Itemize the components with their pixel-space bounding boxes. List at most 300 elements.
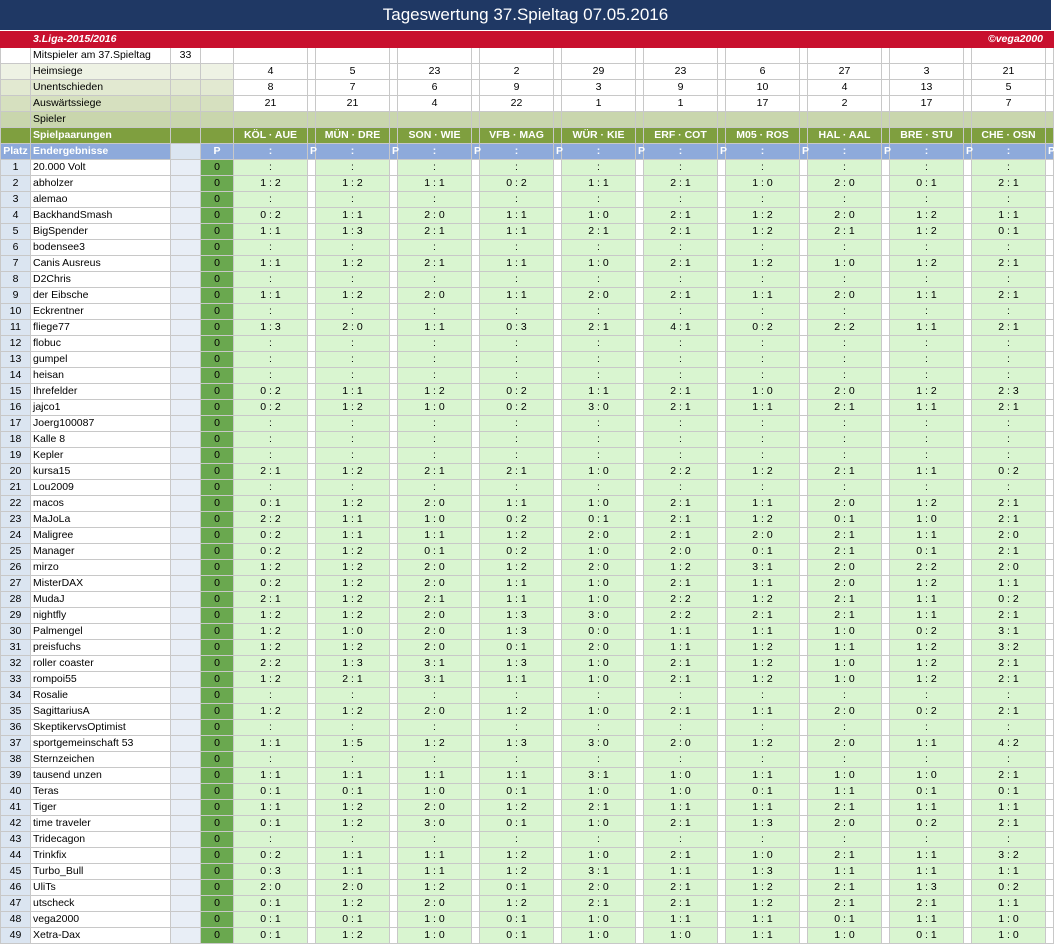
label-fill <box>201 64 234 80</box>
player-tip: 2 : 0 <box>972 560 1046 576</box>
player-row <box>1 400 1054 416</box>
spieler-row <box>1 112 1054 128</box>
tip-points <box>964 864 972 880</box>
tip-points <box>800 544 808 560</box>
match-pair: HAL · AAL <box>808 128 882 144</box>
tip-points <box>800 768 808 784</box>
tip-points <box>718 656 726 672</box>
tip-points <box>472 224 480 240</box>
tip-points <box>636 672 644 688</box>
copyright-label: ©vega2000 <box>964 32 1046 48</box>
player-rank: 8 <box>1 272 31 288</box>
tip-points <box>308 816 316 832</box>
blank-cell <box>636 64 644 80</box>
tip-points <box>472 928 480 944</box>
player-tip: : <box>562 752 636 768</box>
blank-cell <box>554 64 562 80</box>
player-tip: 1 : 1 <box>890 288 964 304</box>
stat-value-away: 21 <box>316 96 390 112</box>
player-tip: 2 : 0 <box>398 704 472 720</box>
player-tip: : <box>726 192 800 208</box>
player-tip: : <box>562 304 636 320</box>
player-tip: : <box>726 160 800 176</box>
points-header: P <box>390 144 398 160</box>
tip-points <box>472 864 480 880</box>
tip-points <box>472 608 480 624</box>
player-tip: : <box>316 192 390 208</box>
label-fill <box>171 80 201 96</box>
tip-points <box>308 432 316 448</box>
player-tip: 1 : 0 <box>562 592 636 608</box>
player-tip: 1 : 1 <box>398 528 472 544</box>
player-tip: : <box>644 192 718 208</box>
player-tip: : <box>644 480 718 496</box>
mitspieler-label: Mitspieler am 37.Spieltag <box>31 48 171 64</box>
tip-points <box>308 160 316 176</box>
player-tip: : <box>480 688 554 704</box>
player-tip: 2 : 1 <box>398 464 472 480</box>
player-tip: 1 : 1 <box>234 800 308 816</box>
tip-points <box>800 240 808 256</box>
blank-cell <box>718 96 726 112</box>
player-points: 0 <box>201 416 234 432</box>
tip-points <box>554 720 562 736</box>
player-tip: 1 : 0 <box>562 784 636 800</box>
player-tip: 1 : 1 <box>316 528 390 544</box>
player-rank: 40 <box>1 784 31 800</box>
player-tip: : <box>644 416 718 432</box>
player-tip: : <box>480 432 554 448</box>
player-tip: 1 : 1 <box>890 736 964 752</box>
player-tip: 1 : 2 <box>316 288 390 304</box>
points-header: P <box>308 144 316 160</box>
tip-points <box>964 192 972 208</box>
player-name: rompoi55 <box>31 672 171 688</box>
blank-cell <box>1046 64 1054 80</box>
player-points: 0 <box>201 480 234 496</box>
player-tip: : <box>316 352 390 368</box>
tip-points <box>1046 336 1054 352</box>
tip-points <box>308 688 316 704</box>
tip-points <box>718 608 726 624</box>
player-row <box>1 912 1054 928</box>
player-tip: 2 : 2 <box>234 512 308 528</box>
tip-points <box>636 752 644 768</box>
player-tip: : <box>234 336 308 352</box>
player-tip: 1 : 1 <box>398 176 472 192</box>
player-tip: : <box>644 448 718 464</box>
tip-points <box>882 384 890 400</box>
player-points: 0 <box>201 592 234 608</box>
player-tip: 1 : 5 <box>316 736 390 752</box>
player-tip: 1 : 1 <box>234 768 308 784</box>
blank-cell <box>964 80 972 96</box>
player-tip: : <box>398 720 472 736</box>
player-tip: 2 : 1 <box>562 800 636 816</box>
tip-points <box>390 304 398 320</box>
tip-points <box>964 880 972 896</box>
player-tip: : <box>234 304 308 320</box>
blank-cell <box>171 528 201 544</box>
player-tip: : <box>890 160 964 176</box>
label-fill <box>234 112 308 128</box>
tip-points <box>718 768 726 784</box>
player-tip: : <box>808 160 882 176</box>
blank-cell <box>562 48 636 64</box>
player-row <box>1 608 1054 624</box>
tip-points <box>718 800 726 816</box>
tip-points <box>390 512 398 528</box>
final-result: : <box>562 144 636 160</box>
player-tip: : <box>808 272 882 288</box>
player-tip: 1 : 2 <box>726 656 800 672</box>
player-tip: 1 : 1 <box>726 496 800 512</box>
tip-points <box>390 448 398 464</box>
player-tip: : <box>480 192 554 208</box>
platz-header: Platz <box>1 144 31 160</box>
player-tip: 1 : 1 <box>890 912 964 928</box>
tip-points <box>800 688 808 704</box>
heimsiege-row <box>1 64 1054 80</box>
red-cell <box>472 32 554 48</box>
tip-points <box>636 384 644 400</box>
blank-cell <box>171 192 201 208</box>
tip-points <box>472 400 480 416</box>
tip-points <box>554 656 562 672</box>
player-tip: 2 : 1 <box>972 400 1046 416</box>
blank-cell <box>480 48 554 64</box>
player-tip: 1 : 3 <box>480 736 554 752</box>
spielpaarungen-label: Spielpaarungen <box>31 128 171 144</box>
tip-points <box>390 624 398 640</box>
player-tip: : <box>398 688 472 704</box>
player-name: 20.000 Volt <box>31 160 171 176</box>
tip-points <box>390 336 398 352</box>
player-tip: 1 : 0 <box>562 256 636 272</box>
player-points: 0 <box>201 304 234 320</box>
player-tip: 0 : 1 <box>890 928 964 944</box>
tip-points <box>964 656 972 672</box>
player-tip: : <box>972 752 1046 768</box>
tip-points <box>308 448 316 464</box>
player-tip: : <box>890 432 964 448</box>
player-name: D2Chris <box>31 272 171 288</box>
player-tip: 1 : 2 <box>316 800 390 816</box>
player-tip: 0 : 3 <box>480 320 554 336</box>
tip-points <box>472 592 480 608</box>
stat-value-away: 2 <box>808 96 882 112</box>
player-row <box>1 288 1054 304</box>
player-tip: 2 : 1 <box>644 512 718 528</box>
tip-points <box>1046 368 1054 384</box>
blank-cell <box>718 80 726 96</box>
tip-points <box>308 208 316 224</box>
player-tip: 2 : 1 <box>562 896 636 912</box>
player-tip: 1 : 2 <box>316 544 390 560</box>
player-tip: 0 : 3 <box>234 864 308 880</box>
tip-points <box>390 864 398 880</box>
player-tip: : <box>644 352 718 368</box>
player-name: Trinkfix <box>31 848 171 864</box>
blank-cell <box>171 672 201 688</box>
player-tip: 2 : 1 <box>644 816 718 832</box>
tip-points <box>636 240 644 256</box>
tip-points <box>1046 480 1054 496</box>
player-tip: 2 : 0 <box>562 640 636 656</box>
player-tip: 1 : 2 <box>726 512 800 528</box>
tip-points <box>554 448 562 464</box>
tip-points <box>882 448 890 464</box>
player-tip: 2 : 1 <box>808 400 882 416</box>
player-name: Eckrentner <box>31 304 171 320</box>
player-rank: 7 <box>1 256 31 272</box>
player-tip: 1 : 1 <box>972 864 1046 880</box>
player-tip: : <box>808 352 882 368</box>
player-tip: : <box>234 688 308 704</box>
player-tip: : <box>644 336 718 352</box>
stat-value-away: 21 <box>234 96 308 112</box>
player-row <box>1 816 1054 832</box>
player-tip: 1 : 2 <box>316 816 390 832</box>
tip-points <box>800 640 808 656</box>
tip-points <box>800 576 808 592</box>
tip-points <box>1046 800 1054 816</box>
player-tip: 2 : 1 <box>808 896 882 912</box>
tip-points <box>472 336 480 352</box>
tip-points <box>882 528 890 544</box>
tip-points <box>1046 160 1054 176</box>
player-rank: 27 <box>1 576 31 592</box>
player-tip: 1 : 1 <box>726 912 800 928</box>
tip-points <box>636 448 644 464</box>
tip-points <box>1046 576 1054 592</box>
player-tip: : <box>480 720 554 736</box>
stat-value-draw: 7 <box>316 80 390 96</box>
tip-points <box>882 752 890 768</box>
tip-points <box>472 560 480 576</box>
tip-points <box>718 256 726 272</box>
tip-points <box>882 544 890 560</box>
player-tip: 0 : 2 <box>480 176 554 192</box>
player-tip: 2 : 0 <box>562 528 636 544</box>
tip-points <box>390 592 398 608</box>
player-row <box>1 304 1054 320</box>
player-points: 0 <box>201 608 234 624</box>
player-tip: 1 : 2 <box>234 608 308 624</box>
player-tip: 0 : 2 <box>234 384 308 400</box>
tip-points <box>718 320 726 336</box>
tip-points <box>718 544 726 560</box>
player-tip: : <box>480 304 554 320</box>
blank-cell <box>171 416 201 432</box>
player-tip: 1 : 1 <box>890 320 964 336</box>
blank-cell <box>171 352 201 368</box>
tip-points <box>964 496 972 512</box>
endergebnisse-label: Endergebnisse <box>31 144 171 160</box>
blank-cell <box>171 912 201 928</box>
blank-cell <box>308 80 316 96</box>
player-row <box>1 848 1054 864</box>
blank-cell <box>171 496 201 512</box>
tip-points <box>390 544 398 560</box>
tip-points <box>964 512 972 528</box>
player-tip: : <box>726 352 800 368</box>
player-tip: : <box>890 352 964 368</box>
player-name: UliTs <box>31 880 171 896</box>
player-tip: 1 : 0 <box>398 400 472 416</box>
player-tip: 1 : 1 <box>644 912 718 928</box>
tip-points <box>554 400 562 416</box>
player-tip: : <box>480 448 554 464</box>
player-points: 0 <box>201 544 234 560</box>
final-result: : <box>398 144 472 160</box>
label-fill <box>964 112 972 128</box>
player-tip: 1 : 3 <box>316 224 390 240</box>
player-tip: 2 : 1 <box>644 224 718 240</box>
player-tip: : <box>644 720 718 736</box>
player-tip: : <box>398 272 472 288</box>
points-header: P <box>964 144 972 160</box>
tip-points <box>1046 688 1054 704</box>
tip-points <box>964 544 972 560</box>
tip-points <box>308 416 316 432</box>
red-cell <box>390 32 472 48</box>
player-tip: 1 : 2 <box>398 880 472 896</box>
player-tip: : <box>480 352 554 368</box>
blank-cell <box>171 544 201 560</box>
label-fill <box>644 112 718 128</box>
blank-cell <box>171 864 201 880</box>
player-tip: 0 : 2 <box>234 528 308 544</box>
player-tip: 2 : 1 <box>644 704 718 720</box>
player-tip: 0 : 2 <box>480 544 554 560</box>
player-name: MaJoLa <box>31 512 171 528</box>
player-name: Canis Ausreus <box>31 256 171 272</box>
player-tip: 3 : 1 <box>562 768 636 784</box>
tip-points <box>964 368 972 384</box>
points-header: P <box>1046 144 1054 160</box>
player-tip: 0 : 2 <box>234 544 308 560</box>
league-header-row <box>1 32 1054 48</box>
tip-points <box>390 496 398 512</box>
player-tip: : <box>890 336 964 352</box>
player-tip: 2 : 1 <box>808 848 882 864</box>
tip-points <box>964 896 972 912</box>
tip-points <box>308 880 316 896</box>
player-tip: 1 : 1 <box>480 288 554 304</box>
stat-value-draw: 5 <box>972 80 1046 96</box>
stat-value-draw: 4 <box>808 80 882 96</box>
tip-points <box>718 576 726 592</box>
player-rank: 13 <box>1 352 31 368</box>
tip-points <box>390 928 398 944</box>
tip-points <box>1046 288 1054 304</box>
tip-points <box>636 272 644 288</box>
red-cell <box>636 32 718 48</box>
player-tip: 1 : 2 <box>726 464 800 480</box>
tip-points <box>308 320 316 336</box>
player-tip: 1 : 0 <box>398 912 472 928</box>
label-fill <box>171 96 201 112</box>
player-tip: 1 : 1 <box>890 864 964 880</box>
player-tip: 1 : 2 <box>316 496 390 512</box>
player-tip: 0 : 2 <box>234 576 308 592</box>
tip-points <box>554 240 562 256</box>
player-tip: 1 : 3 <box>234 320 308 336</box>
player-tip: 1 : 2 <box>316 400 390 416</box>
player-rank: 49 <box>1 928 31 944</box>
player-rank: 5 <box>1 224 31 240</box>
player-tip: 0 : 2 <box>480 384 554 400</box>
tip-points <box>800 864 808 880</box>
tip-points <box>718 368 726 384</box>
player-tip: 2 : 0 <box>398 640 472 656</box>
player-tip: 1 : 1 <box>890 592 964 608</box>
player-tip: 0 : 2 <box>234 848 308 864</box>
pairings-row <box>1 128 1054 144</box>
player-tip: 1 : 2 <box>480 848 554 864</box>
tip-points <box>800 928 808 944</box>
player-tip: 2 : 1 <box>972 608 1046 624</box>
tip-points <box>718 304 726 320</box>
label-fill <box>472 112 480 128</box>
player-tip: 1 : 2 <box>890 384 964 400</box>
player-tip: 0 : 1 <box>316 912 390 928</box>
label-fill <box>472 128 480 144</box>
stat-value-away: 7 <box>972 96 1046 112</box>
player-name: heisan <box>31 368 171 384</box>
player-tip: : <box>644 240 718 256</box>
tip-points <box>964 720 972 736</box>
player-tip: 2 : 0 <box>316 880 390 896</box>
tip-points <box>554 832 562 848</box>
player-tip: : <box>808 336 882 352</box>
player-tip: : <box>562 336 636 352</box>
tip-points <box>882 336 890 352</box>
tip-points <box>800 400 808 416</box>
label-fill <box>1 112 31 128</box>
tip-points <box>800 432 808 448</box>
player-tip: 2 : 1 <box>972 288 1046 304</box>
player-rank: 25 <box>1 544 31 560</box>
tip-points <box>554 208 562 224</box>
blank-cell <box>644 48 718 64</box>
tip-points <box>636 816 644 832</box>
tip-points <box>390 352 398 368</box>
tip-points <box>800 512 808 528</box>
tip-points <box>472 240 480 256</box>
tip-points <box>554 800 562 816</box>
player-tip: 1 : 2 <box>480 704 554 720</box>
tip-points <box>636 720 644 736</box>
tip-points <box>882 320 890 336</box>
player-name: Kepler <box>31 448 171 464</box>
player-name: SkeptikervsOptimist <box>31 720 171 736</box>
blank-cell <box>1046 80 1054 96</box>
player-points: 0 <box>201 224 234 240</box>
blank-cell <box>390 96 398 112</box>
label-fill <box>201 128 234 144</box>
player-tip: 1 : 2 <box>234 704 308 720</box>
blank-cell <box>171 656 201 672</box>
player-tip: 3 : 1 <box>562 864 636 880</box>
player-tip: 3 : 0 <box>562 608 636 624</box>
match-pair: WÜR · KIE <box>562 128 636 144</box>
player-tip: : <box>726 336 800 352</box>
label-fill <box>636 128 644 144</box>
player-tip: : <box>562 240 636 256</box>
tip-points <box>472 208 480 224</box>
